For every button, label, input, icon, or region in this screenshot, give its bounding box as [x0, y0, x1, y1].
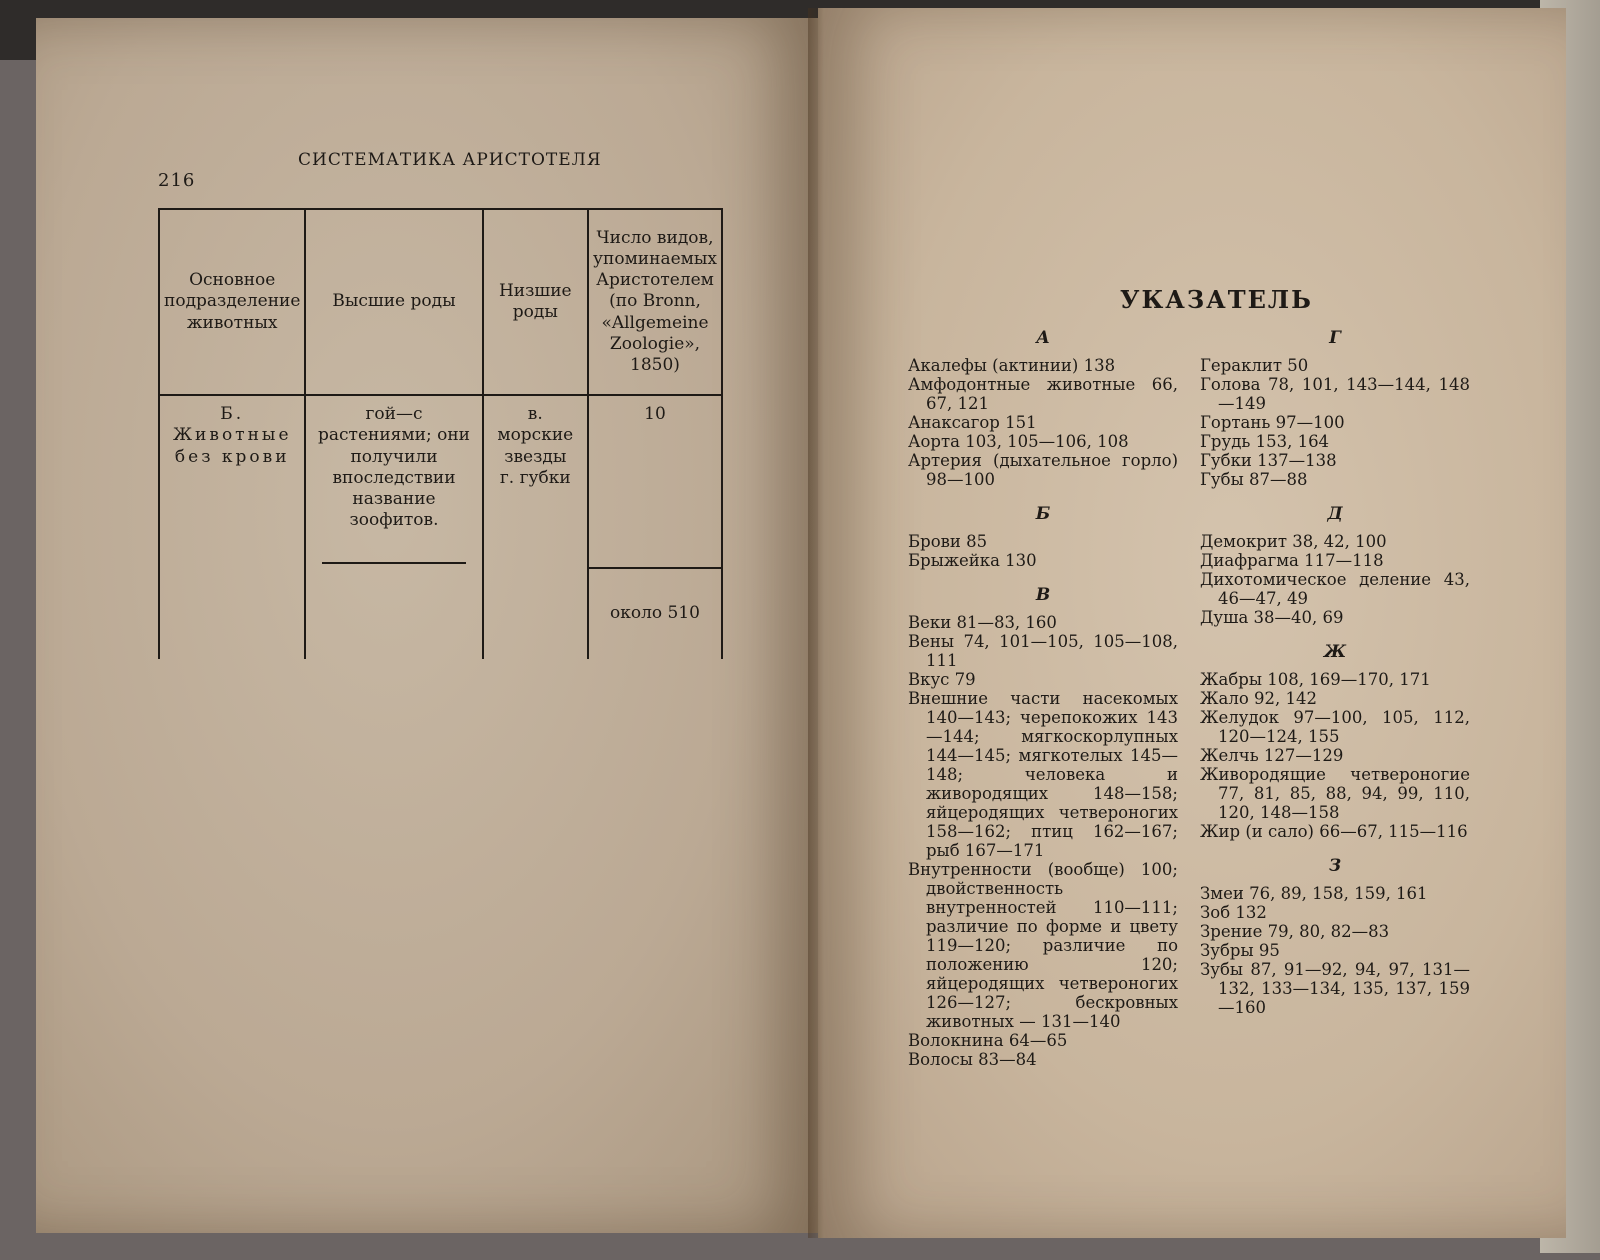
index-letter-heading: Ж: [1323, 642, 1347, 662]
index-entry: Веки 81—83, 160: [908, 613, 1057, 632]
total-count-cell: около 510: [588, 568, 722, 659]
empty-cell: [305, 568, 482, 659]
index-entry: Душа 38—40, 69: [1200, 608, 1344, 627]
empty-cell: [159, 568, 305, 659]
index-entry: Акалефы (актинии) 138: [908, 356, 1116, 375]
running-head-title: СИСТЕМАТИКА АРИСТОТЕЛЯ: [298, 150, 602, 170]
index-letter-heading: Г: [1329, 328, 1341, 348]
index-entry: Брови 85: [908, 532, 988, 551]
index-entry: Зубы 87, 91—92, 94, 97, 131—132, 133—134, 135, 137, 159—160: [1200, 960, 1470, 1017]
section-gap: [1200, 841, 1470, 853]
index-entry: Гортань 97—100: [1200, 413, 1345, 432]
index-entry: Вены 74, 101—105, 105—108, 111: [908, 632, 1178, 670]
empty-cell: [483, 568, 588, 659]
higher-genera-cell: [305, 395, 482, 568]
index-entry: Голова 78, 101, 143—144, 148—149: [1200, 375, 1470, 413]
higher-genera-text: гой—с растениями; они получили впоследствии название зоофитов.: [318, 404, 470, 531]
section-gap: [1200, 627, 1470, 639]
index-title: УКАЗАТЕЛЬ: [1120, 285, 1313, 314]
index-entry: Змеи 76, 89, 158, 159, 161: [1200, 884, 1428, 903]
index-entry: Зубры 95: [1200, 941, 1280, 960]
index-letter-heading: Д: [1327, 504, 1343, 524]
index-entry: Амфодонтные животные 66, 67, 121: [908, 375, 1178, 413]
section-gap: [1200, 489, 1470, 501]
index-entry: Зоб 132: [1200, 903, 1267, 922]
index-letter-heading: З: [1328, 856, 1342, 876]
index-entry: Желудок 97—100, 105, 112, 120—124, 155: [1200, 708, 1470, 746]
index-column-2: [1200, 325, 1470, 1017]
index-entry: Внешние части насекомых 140—143; черепокожих 143—144; мягкоскорлупных 144—145; мягкотелых 145—148; человека и живородящих 148—158; яйцеродящих четвероногих 158—162; птиц 162—167; рыб 167—171: [908, 689, 1178, 860]
index-column-1: [908, 325, 1178, 1069]
index-letter-heading: А: [1036, 328, 1050, 348]
index-entry: Дихотомическое деление 43, 46—47, 49: [1200, 570, 1470, 608]
index-entry: Губки 137—138: [1200, 451, 1337, 470]
index-letter-heading: Б: [1035, 504, 1051, 524]
table-row: [159, 395, 722, 568]
cell-divider: [322, 562, 465, 564]
index-entry: Аорта 103, 105—106, 108: [908, 432, 1129, 451]
header-higher-genera: Высшие роды: [305, 209, 482, 395]
index-entry: Демокрит 38, 42, 100: [1200, 532, 1387, 551]
page-number: 216: [158, 170, 196, 191]
header-lower-genera: Низшие роды: [483, 209, 588, 395]
systematics-table: [158, 208, 723, 659]
index-entry: Диафрагма 117—118: [1200, 551, 1384, 570]
header-species-count: Число видов, упоминаемых Аристотелем (по Bronn, «Allgemeine Zoologie», 1850): [588, 209, 722, 395]
index-entry: Жабры 108, 169—170, 171: [1200, 670, 1431, 689]
index-entry: Губы 87—88: [1200, 470, 1308, 489]
index-entry: Брыжейка 130: [908, 551, 1037, 570]
index-entry: Волокнина 64—65: [908, 1031, 1068, 1050]
index-letter-heading: В: [1035, 585, 1051, 605]
index-entry: Внутренности (вообще) 100; двойственность внутренностей 110—111; различие по форме и цвету 119—120; различие по положению 120; яйцеродящих четвероногих 126—127; бескровных животных — 131—140: [908, 860, 1178, 1031]
division-cell: Б. Животные без крови: [159, 395, 305, 568]
lower-genus-2: г. губки: [499, 467, 571, 488]
section-gap: [908, 570, 1178, 582]
index-entry: Жало 92, 142: [1200, 689, 1318, 708]
index-entry: Гераклит 50: [1200, 356, 1309, 375]
index-entry: Живородящие четвероногие 77, 81, 85, 88, 94, 99, 110, 120, 148—158: [1200, 765, 1470, 822]
index-entry: Желчь 127—129: [1200, 746, 1344, 765]
index-entry: Вкус 79: [908, 670, 976, 689]
index-entry: Зрение 79, 80, 82—83: [1200, 922, 1390, 941]
table-row: [159, 568, 722, 659]
lower-genera-cell: [483, 395, 588, 568]
index-entry: Грудь 153, 164: [1200, 432, 1330, 451]
book-gutter: [808, 8, 824, 1238]
index-entry: Жир (и сало) 66—67, 115—116: [1200, 822, 1468, 841]
index-entry: Волосы 83—84: [908, 1050, 1037, 1069]
index-entry: Анаксагор 151: [908, 413, 1037, 432]
index-entry: Артерия (дыхательное горло) 98—100: [908, 451, 1178, 489]
lower-genus-1: в. морские звезды: [497, 404, 574, 467]
section-gap: [908, 489, 1178, 501]
count-cell: 10: [588, 395, 722, 568]
header-division: Основное подразделение животных: [159, 209, 305, 395]
